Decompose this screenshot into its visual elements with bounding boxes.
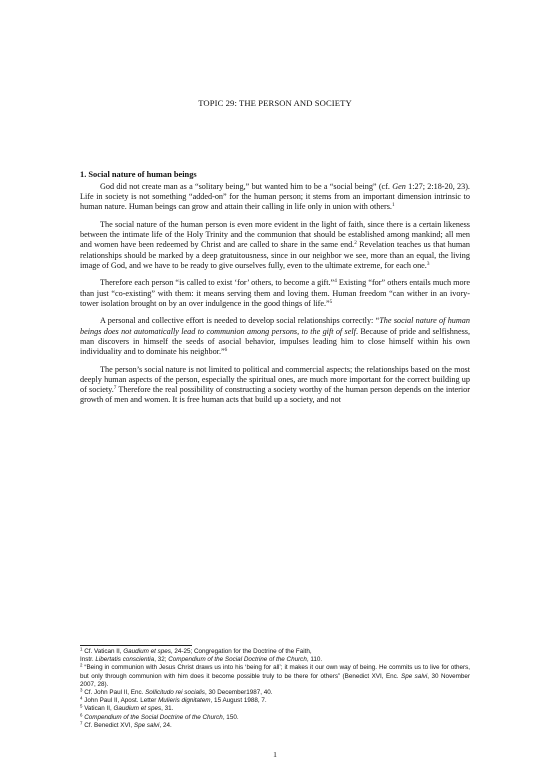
text-run: Revelation teaches us that human relationships should be marked by a deep gratuitousness, since in our neighbor we see, more than an equal, the living image of God, and we have to be ready to give ourselves fully, even to the ultimate extreme, for each one. [80, 240, 470, 270]
footnote [80, 664, 470, 689]
footnote-marker: 6 [224, 347, 228, 354]
footnote-marker: 1 [391, 202, 395, 209]
text-run: . Because of pride and selfishness, man discovers in himself the seeds of asocial behavior, impulses leading him to close himself within his own individuality and to dominate his neighbor.” [80, 326, 471, 357]
footnote-marker: 7 [80, 720, 83, 726]
footnote [80, 648, 470, 656]
footnote-marker: 3 [426, 260, 430, 267]
footnote-marker: 6 [80, 712, 83, 718]
italic-text: The social nature of human beings does not automatically lead to communion among persons, to the gift of self [80, 316, 470, 336]
text-run: Cf. Vatican II, [82, 648, 124, 655]
text-run: , 150. [222, 713, 239, 721]
text-run: John Paul II, Apost. Letter [82, 697, 159, 705]
text-run: , 24-25; Congregation for the Doctrine of the Faith, [170, 648, 312, 655]
text-run: , 31. [161, 705, 174, 713]
footnote-marker: 2 [80, 662, 83, 668]
page-title: TOPIC 29: THE PERSON AND SOCIETY [198, 98, 352, 108]
footnote-marker: 2 [354, 240, 357, 247]
footnotes [80, 648, 470, 730]
italic-text: Compendium of the Social Doctrine of the Church [84, 713, 223, 721]
footnote [80, 705, 470, 713]
text-run: , 110. [306, 656, 323, 664]
paragraph [80, 365, 470, 406]
text-run: , 30 November 2007, 28). [80, 672, 470, 688]
text-run: A personal and collective effort is needed to develop social relationships correctly: “ [100, 316, 380, 326]
text-run: 1:27; 2:18-20, 23). Life in society is not something “added-on” for the human person; it stems from an important dimension intrinsic to human nature. Human beings can grow and attain their calling in life only in union with others. [80, 182, 470, 212]
italic-text: Gen [392, 182, 406, 191]
text-run: , 30 December1987, 40. [204, 689, 273, 697]
footnote-separator [80, 645, 192, 646]
paragraph [80, 316, 470, 357]
text-run: God did not create man as a “solitary being,” but wanted him to be a “social being” (cf. [100, 182, 393, 191]
text-run: The social nature of the human person is even more evident in the light of faith, since there is a certain likeness between the intimate life of the Holy Trinity and the communion that should be established among mankind; all men and women have been redeemed by Christ and are called to share in the same end. [80, 220, 470, 250]
page-number: 1 [273, 750, 277, 759]
text-run: Vatican II, [82, 705, 114, 713]
footnote [80, 722, 470, 730]
footnote-marker: 4 [334, 278, 337, 285]
footnote-marker: 3 [80, 687, 83, 693]
text-run: , 24. [159, 721, 172, 729]
text-run: The person’s social nature is not limited to political and commercial aspects; the relationships based on the most deeply human aspects of the person, especially the spiritual ones, are much more important for the correct building up of society. [80, 364, 470, 395]
text-run: Cf. John Paul II, Enc. [82, 689, 146, 697]
paragraph [80, 220, 470, 271]
footnote-marker: 4 [80, 695, 83, 701]
footnote-marker: 7 [113, 385, 117, 392]
footnote [80, 689, 470, 697]
body-text [80, 170, 470, 413]
paragraph [80, 278, 470, 309]
footnote-marker: 1 [80, 646, 83, 652]
footnote-marker: 5 [329, 298, 333, 305]
text-run: Instr. [80, 656, 96, 664]
italic-text: Spe salvi [401, 672, 428, 680]
footnote [80, 714, 470, 722]
section-heading: 1. Social nature of human beings [80, 170, 197, 179]
text-run: , 32; [154, 656, 169, 664]
italic-text: Spe salvi [133, 721, 160, 729]
italic-text: Mulieris dignitatem [158, 697, 211, 705]
text-run: “Being in communion with Jesus Christ draws us into his ‘being for all’; it makes it our own way of being. He commits us to live for others, but only through communion with him does it become possible truly to be there for others” (Benedict XVI, Enc. [80, 664, 470, 680]
footnote-marker: 5 [80, 703, 83, 709]
paragraph [80, 182, 470, 213]
text-run: Therefore each person “is called to exist ‘for’ others, to become a gift.” [100, 278, 335, 288]
text-run: Therefore the real possibility of constructing a society worthy of the human person depends on the interior growth of men and women. It is free human acts that build up a society, and not [80, 385, 470, 405]
text-run: , 15 August 1988, 7. [210, 697, 267, 705]
italic-text: Gaudium et spes [123, 648, 171, 655]
italic-text: Gaudium et spes [113, 705, 162, 713]
italic-text: Libertatis conscientia [95, 656, 155, 664]
paragraph-list [80, 182, 470, 405]
italic-text: Sollicitudo rei socialis [145, 689, 205, 697]
text-run: Cf. Benedict XVI, [82, 721, 134, 729]
italic-text: Compendium of the Social Doctrine of the Church [168, 656, 307, 664]
text-run: Existing “for” others entails much more than just “co-existing” with them: it means serving them and loving them. Human freedom “can wither in an ivory-tower isolation brought on by an over indulgence in the good things of life.” [80, 278, 470, 308]
